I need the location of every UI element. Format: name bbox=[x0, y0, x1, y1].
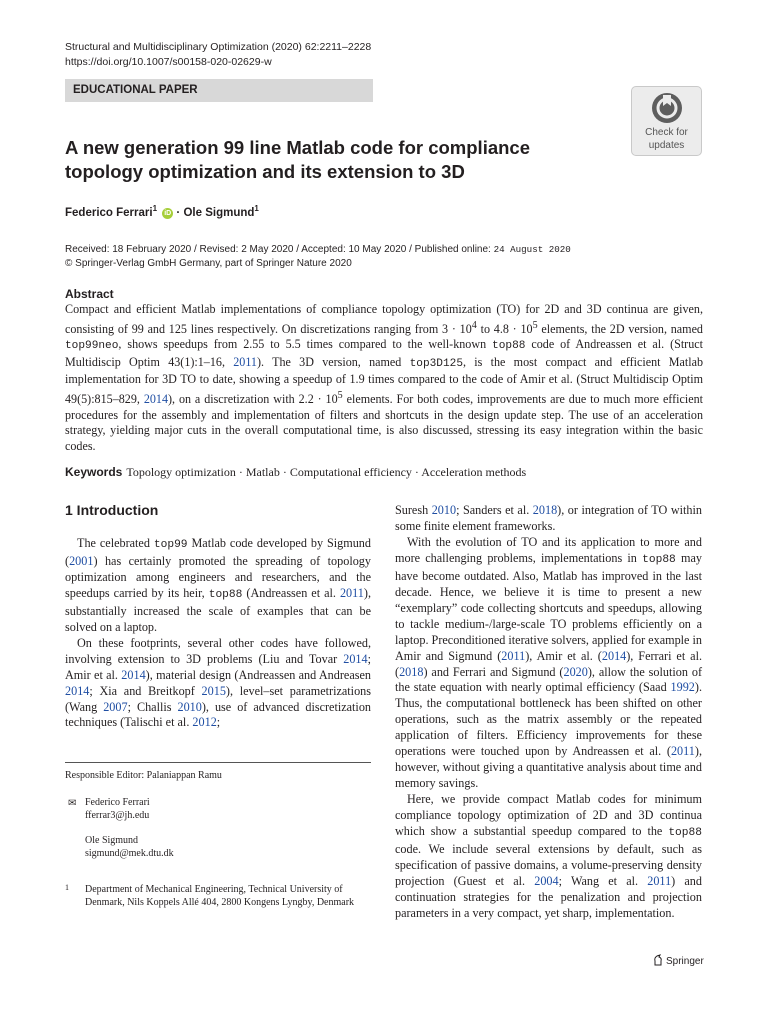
author-separator: · bbox=[173, 206, 184, 219]
springer-horse-icon bbox=[652, 954, 664, 966]
reference-link[interactable]: 2012 bbox=[192, 715, 217, 730]
reference-link[interactable]: 2011 bbox=[501, 648, 526, 663]
check-updates-line2: updates bbox=[648, 140, 685, 151]
publisher-footer bbox=[652, 954, 704, 967]
keywords-label: Keywords bbox=[65, 465, 123, 479]
reference-link[interactable]: 2020 bbox=[563, 664, 588, 679]
journal-citation: Structural and Multidisciplinary Optimization (2020) 62:2211–2228 bbox=[65, 41, 372, 53]
code-name: top99neo bbox=[65, 340, 119, 353]
reference-link[interactable]: 2018 bbox=[532, 503, 558, 517]
author-affil-sup: 1 bbox=[254, 204, 259, 213]
reference-link[interactable]: 2001 bbox=[69, 553, 94, 568]
reference-link[interactable]: 2011 bbox=[670, 744, 695, 759]
contact-name: Ole Sigmund bbox=[85, 835, 139, 846]
reference-link[interactable]: 2014 bbox=[601, 648, 627, 663]
code-name: top88 bbox=[492, 340, 526, 353]
check-for-updates-badge[interactable] bbox=[631, 86, 702, 156]
paper-title: A new generation 99 line Matlab code for compliance topology optimization and its extension to 3D bbox=[65, 137, 531, 182]
code-name: top99 bbox=[153, 539, 188, 551]
contact-email[interactable]: fferrar3@jh.edu bbox=[85, 810, 150, 821]
doi-link[interactable]: https://doi.org/10.1007/s00158-020-02629-w bbox=[65, 56, 272, 68]
check-updates-icon bbox=[650, 91, 684, 125]
left-column-text bbox=[65, 536, 371, 731]
paragraph: Here, we provide compact Matlab codes for minimum compliance topology optimization of 2D and 3D continua which show a substantial speedup compared to the top88 code. We include several extensions by default, such as specification of passive domains, a volume-preserving density projection (Guest et al. 2004; Wang et al. 2011) and continuation strategies for the penalization and projection parameters in a very compact, yet sharp, implementation. bbox=[395, 792, 702, 920]
author-name[interactable]: Federico Ferrari bbox=[65, 206, 153, 219]
code-name: top3D125 bbox=[409, 357, 464, 370]
author-list bbox=[65, 204, 259, 219]
keywords bbox=[65, 465, 526, 480]
code-name: top88 bbox=[642, 553, 676, 566]
code-name: top88 bbox=[208, 588, 243, 601]
envelope-icon: ✉ bbox=[68, 798, 77, 809]
reference-link[interactable]: 1992 bbox=[670, 680, 695, 695]
affiliation-text: Department of Mechanical Engineering, Technical University of Denmark, Nils Koppels Allé 404, 2800 Kongens Lyngby, Denmark bbox=[85, 884, 355, 908]
right-column-text bbox=[395, 503, 702, 922]
publication-dates bbox=[65, 243, 571, 271]
code-name: top88 bbox=[668, 827, 702, 840]
section-heading-introduction: 1 Introduction bbox=[65, 502, 159, 518]
reference-link[interactable]: 2010 bbox=[431, 503, 457, 517]
contact-email[interactable]: sigmund@mek.dtu.dk bbox=[85, 848, 174, 859]
publisher-name: Springer bbox=[666, 956, 704, 967]
footnote-divider bbox=[65, 762, 371, 763]
abstract-heading: Abstract bbox=[65, 287, 114, 301]
reference-link[interactable]: 2011 bbox=[233, 354, 257, 369]
reference-link[interactable]: 2007 bbox=[103, 699, 128, 714]
copyright-line: © Springer-Verlag GmbH Germany, part of Springer Nature 2020 bbox=[65, 258, 352, 269]
paragraph: Suresh 2010; Sanders et al. 2018), or integration of TO within some finite element frameworks. bbox=[395, 503, 702, 533]
check-updates-line1: Check for bbox=[645, 127, 688, 138]
responsible-editor: Responsible Editor: Palaniappan Ramu bbox=[65, 770, 222, 781]
author-affil-sup: 1 bbox=[152, 204, 158, 213]
abstract-text: Compact and efficient Matlab implementations of compliance topology optimization (TO) for 2D and 3D continua are given, consisting of 99 and 125 lines respectively. On discretizations ranging from $3 \cdot 10^4$ to $4.8 \cdot 10^5$ elements, the 2D version, named top99neo, shows speedups from 2.55 to 5.5 times compared to the well-known top88 code of Andreassen et al. (Struct Multidiscip Optim 43(1):1–16, 2011). The 3D version, named top3D125, is the most compact and efficient Matlab implementation for 3D TO to date, showing a speedup of 1.9 times compared to the code of Amir et al. (Struct Multidiscip Optim 49(5):815–829, 2014), on a discretization with $2.2 \cdot 10^5$ elements. For both codes, improvements are due to much more efficient procedures for the assembly and implementation of filters and shortcuts in the design update step. The use of an acceleration strategy, yielding major cuts in the overall computational time, is also discussed, stressing its easy integration within the basic codes. bbox=[65, 302, 704, 453]
reference-link[interactable]: 2018 bbox=[399, 664, 424, 679]
reference-link[interactable]: 2014 bbox=[121, 667, 146, 682]
reference-link[interactable]: 2014 bbox=[65, 683, 90, 698]
journal-header bbox=[65, 40, 371, 70]
paragraph: The celebrated top99 Matlab code developed by Sigmund (2001) has certainly promoted the spreading of topology optimization among engineers and researchers, and the speedups carried by its heir, top88 (Andreassen et al. 2011), substantially increased the scale of examples that can be solved on a laptop. bbox=[65, 536, 371, 634]
published-date: 24 August 2020 bbox=[493, 244, 571, 255]
affiliation-number: 1 bbox=[65, 883, 69, 892]
article-type-bar: EDUCATIONAL PAPER bbox=[65, 79, 373, 102]
corresponding-authors bbox=[65, 796, 174, 860]
reference-link[interactable]: 2010 bbox=[177, 699, 202, 714]
reference-link[interactable]: 2014 bbox=[143, 392, 168, 407]
orcid-icon[interactable]: iD bbox=[164, 209, 172, 217]
reference-link[interactable]: 2004 bbox=[534, 873, 559, 888]
dates-line: Received: 18 February 2020 / Revised: 2 May 2020 / Accepted: 10 May 2020 / Published online: bbox=[65, 244, 494, 255]
reference-link[interactable]: 2014 bbox=[343, 651, 368, 666]
author-name[interactable]: Ole Sigmund bbox=[183, 206, 255, 219]
keywords-text: Topology optimization · Matlab · Computational efficiency · Acceleration methods bbox=[126, 465, 527, 479]
reference-link[interactable]: 2015 bbox=[201, 683, 226, 698]
contact-name: Federico Ferrari bbox=[85, 797, 150, 808]
affiliation bbox=[65, 883, 365, 909]
paragraph: With the evolution of TO and its application to more and more challenging problems, implementations in top88 may have become outdated. Also, Matlab has improved in the last decade. Hence, we believe it is time to present a new “exemplary” code collecting shortcuts and speedups, allowing to tackle medium-/large-scale TO problems efficiently on a laptop. Preconditioned iterative solvers, applied for example in Amir and Sigmund (2011), Amir et al. (2014), Ferrari et al. (2018) and Ferrari and Sigmund (2020), allow the solution of the state equation with nearly optimal efficiency (Saad 1992). Thus, the computational bottleneck has been shifted on other operations, such as the matrix assembly or the repeated application of filters. Efficiency improvements for these operations were touched upon by Andreassen et al. (2011), however, without giving a quantitative analysis about time and memory savings. bbox=[395, 534, 703, 791]
reference-link[interactable]: 2011 bbox=[339, 585, 364, 600]
paragraph: On these footprints, several other codes have followed, involving extension to 3D problems (Liu and Tovar 2014; Amir et al. 2014), material design (Andreassen and Andreasen 2014; Xia and Breitkopf 2015), level–set parametrizations (Wang 2007; Challis 2010), use of advanced discretization techniques (Talischi et al. 2012; bbox=[65, 635, 372, 730]
reference-link[interactable]: 2011 bbox=[647, 873, 672, 888]
